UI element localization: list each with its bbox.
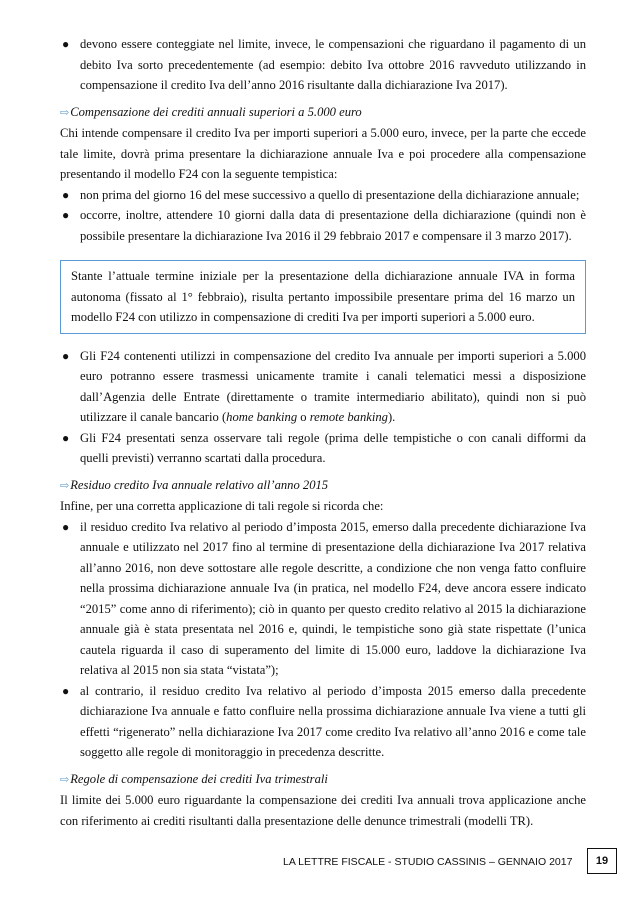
list-item-text: al contrario, il residuo credito Iva relativo al periodo d’imposta 2015 emerso dalla precedente dichiarazione Iva annuale e fatto confluire nella prossima dichiarazione annuale Iva viene a tutti gli effetti “rigenerato” nella dichiarazione Iva 2017 come credito Iva relativo all’anno 2016 e come tale soggetto alle regole di monitoraggio in precedenza descritte.	[80, 683, 586, 759]
section-heading-regole	[60, 769, 586, 791]
list-item-text: Gli F24 contenenti utilizzi in compensazione del credito Iva annuale per importi superiori a 5.000 euro potranno essere trasmessi unicamente tramite i canali telematici messi a disposizione dall’Agenzia delle Entrate (direttamente o tramite intermediario abilitato), quindi non si può utilizzare il canale bancario (home banking o remote banking).	[80, 348, 586, 424]
page-number: 19	[587, 848, 617, 874]
bullet-icon: ●	[62, 208, 70, 222]
section-heading-text: Residuo credito Iva annuale relativo all’anno 2015	[70, 477, 329, 492]
section-heading-text: Regole di compensazione dei crediti Iva trimestrali	[70, 771, 328, 786]
arrow-right-icon: ⇨	[60, 479, 70, 492]
list-item	[60, 346, 586, 428]
highlight-box	[60, 260, 586, 334]
page-footer: LA LETTRE FISCALE - STUDIO CASSINIS – GENNAIO 2017	[283, 856, 573, 868]
highlight-box-text: Stante l’attuale termine iniziale per la presentazione della dichiarazione annuale IVA in forma autonoma (fissato al 1° febbraio), risulta pertanto impossibile presentare prima del 16 marzo un modello F24 con utilizzo in compensazione di crediti Iva per importi superiori a 5.000 euro.	[71, 269, 575, 324]
list-item	[60, 428, 586, 469]
emphasis-remote-banking: remote banking	[309, 410, 388, 424]
section-heading-text: Compensazione dei crediti annuali superiori a 5.000 euro	[70, 104, 362, 119]
bullet-icon: ●	[62, 37, 70, 51]
list-item-text: non prima del giorno 16 del mese successivo a quello di presentazione della dichiarazione annuale;	[80, 187, 580, 202]
list-item-text: Gli F24 presentati senza osservare tali regole (prima delle tempistiche o con canali difformi da quelli previsti) verranno scartati dalla procedura.	[80, 430, 586, 465]
list-item	[60, 205, 586, 246]
list-item	[60, 185, 586, 206]
document-page	[60, 34, 586, 831]
section-heading-residuo	[60, 475, 586, 497]
bullet-icon: ●	[62, 683, 70, 698]
section-paragraph: Il limite dei 5.000 euro riguardante la compensazione dei crediti Iva annuali trova applicazione anche con riferimento ai crediti risultanti dalla presentazione delle denunce trimestrali (modelli TR).	[60, 793, 586, 828]
arrow-right-icon: ⇨	[60, 106, 70, 119]
list-item	[60, 34, 586, 96]
section-paragraph: Chi intende compensare il credito Iva per importi superiori a 5.000 euro, invece, per la parte che eccede tale limite, dovrà prima presentare la dichiarazione annuale Iva e poi procedere alla compensazione presentando il modello F24 con la seguente tempistica:	[60, 126, 586, 181]
emphasis-home-banking: home banking	[226, 410, 298, 424]
list-item-text: occorre, inoltre, attendere 10 giorni dalla data di presentazione della dichiarazione (quindi non è possibile presentare la dichiarazione Iva 2016 il 29 febbraio 2017 e compensare il 3 marzo 2017).	[80, 208, 586, 243]
section-heading-compensazione	[60, 102, 586, 124]
arrow-right-icon: ⇨	[60, 773, 70, 786]
list-item	[60, 681, 586, 763]
list-item	[60, 517, 586, 681]
bullet-icon: ●	[62, 430, 70, 445]
bullet-icon: ●	[62, 348, 70, 363]
bullet-icon: ●	[62, 519, 70, 534]
list-item-text: devono essere conteggiate nel limite, invece, le compensazioni che riguardano il pagamento di un debito Iva sorto precedentemente (ad esempio: debito Iva ottobre 2016 ravveduto utilizzando in compensazione il credito Iva dell’anno 2016 risultante dalla dichiarazione Iva 2017).	[80, 37, 586, 92]
list-item-text: il residuo credito Iva relativo al periodo d’imposta 2015, emerso dalla precedente dichiarazione Iva annuale e utilizzato nel 2017 fino al termine di presentazione della dichiarazione Iva 2017 relativa all’anno 2016, non deve sottostare alle regole descritte, a condizione che non venga fatto confluire nella prossima dichiarazione annuale Iva (in pratica, nel modello F24, deve ancora essere indicato “2015” come anno di riferimento); ciò in quanto per questo credito relativo al 2015 la dichiarazione annuale già è stata presentata nel 2016 e, quindi, le tempistiche sono già state rispettate (l’unica cautela riguarda il caso di superamento del limite di 15.000 euro, laddove la dichiarazione Iva relativa al 2015 non sia stata “vistata”);	[80, 519, 586, 677]
bullet-icon: ●	[62, 187, 70, 202]
section-paragraph: Infine, per una corretta applicazione di tali regole si ricorda che:	[60, 499, 384, 513]
